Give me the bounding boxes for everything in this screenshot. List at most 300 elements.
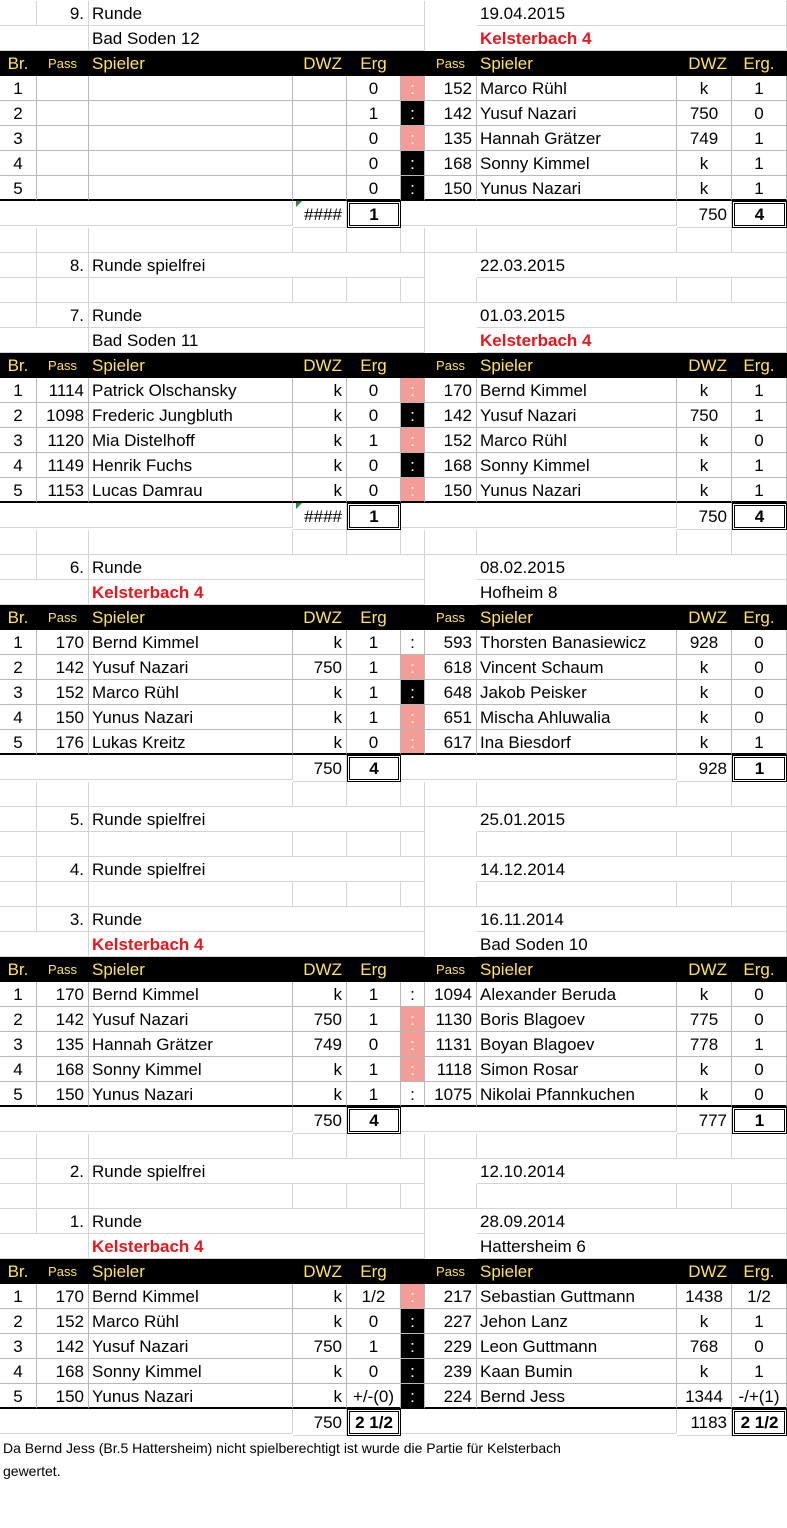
empty-row [0,228,787,253]
away-player: Yusuf Nazari [477,403,677,428]
home-result: 0 [347,76,401,101]
away-result: 1 [732,378,787,403]
table-header [0,51,787,76]
header-pass: Pass [37,605,89,630]
total-row [0,1409,787,1436]
away-pass: 168 [425,151,477,176]
header-pass: Pass [37,957,89,982]
home-dwz: k [293,1309,347,1334]
home-team: Bad Soden 12 [89,26,425,51]
table-row [0,403,787,428]
away-team: Kelsterbach 4 [477,26,787,51]
home-dwz [293,151,347,176]
header-pass: Pass [425,605,477,630]
away-result: 1/2 [732,1284,787,1309]
cell [401,530,425,555]
away-pass: 150 [425,478,477,503]
header-erg: Erg [347,51,401,76]
cell [477,782,677,807]
away-player: Marco Rühl [477,428,677,453]
result-separator: : [401,655,425,680]
home-result: 0 [347,1032,401,1057]
cell [677,782,732,807]
home-result: 0 [347,730,401,755]
away-player: Simon Rosar [477,1057,677,1082]
cell [401,782,425,807]
header-dwz: DWZ [677,957,732,982]
cell [0,530,37,555]
header-erg: Erg. [732,957,787,982]
home-pass: 170 [37,1284,89,1309]
cell [0,857,37,882]
home-result: 0 [347,151,401,176]
header-spacer [401,605,425,630]
home-result: 1 [347,680,401,705]
cell [401,882,425,907]
home-player [89,76,293,101]
away-dwz: k [677,453,732,478]
away-dwz: 768 [677,1334,732,1359]
away-total: 4 [732,503,787,530]
header-spacer [401,353,425,378]
home-pass: 1149 [37,453,89,478]
home-team: Bad Soden 11 [89,328,425,353]
round-date: 28.09.2014 [477,1209,787,1234]
away-pass: 142 [425,101,477,126]
cell [0,555,37,580]
cell [0,1234,89,1259]
header-br: Br. [0,605,37,630]
cell [401,1184,425,1209]
table-row [0,1057,787,1082]
cell [0,278,37,303]
result-separator: : [401,428,425,453]
home-result: 1 [347,1334,401,1359]
away-dwz: 749 [677,126,732,151]
round-label: Runde [89,1209,425,1234]
cell [677,832,732,857]
header-dwz: DWZ [293,51,347,76]
cell [677,1184,732,1209]
header-spieler: Spieler [477,605,677,630]
board-number: 4 [0,705,37,730]
round-title-row [0,1209,787,1234]
away-result: 1 [732,1309,787,1334]
result-separator: : [401,982,425,1007]
home-pass: 150 [37,1384,89,1409]
away-team: Hofheim 8 [477,580,787,605]
cell [37,1184,89,1209]
table-row [0,478,787,503]
board-number: 3 [0,428,37,453]
result-separator: : [401,1007,425,1032]
away-result: 1 [732,176,787,201]
header-erg: Erg. [732,353,787,378]
away-result: 0 [732,1007,787,1032]
cell [0,1107,293,1132]
home-result: 0 [347,1309,401,1334]
round-title-row [0,253,787,278]
home-pass: 1098 [37,403,89,428]
home-player: Lucas Damrau [89,478,293,503]
cell [0,580,89,605]
round-label: Runde [89,1,425,26]
away-player: Leon Guttmann [477,1334,677,1359]
result-separator: : [401,378,425,403]
away-result: 1 [732,1359,787,1384]
home-dwz [293,101,347,126]
home-player: Yusuf Nazari [89,655,293,680]
home-pass [37,176,89,201]
round-title-row [0,1159,787,1184]
header-dwz: DWZ [677,1259,732,1284]
cell [37,228,89,253]
result-separator: : [401,126,425,151]
round-label: Runde spielfrei [89,253,425,278]
home-dwz: k [293,1082,347,1107]
round-title-row [0,555,787,580]
board-number: 3 [0,126,37,151]
away-team: Bad Soden 10 [477,932,787,957]
table-row [0,730,787,755]
table-row [0,655,787,680]
away-result: 0 [732,428,787,453]
away-total: 1 [732,755,787,782]
table-row [0,1032,787,1057]
cell [732,1134,787,1159]
board-number: 5 [0,478,37,503]
home-team: Kelsterbach 4 [89,1234,425,1259]
away-result: 0 [732,705,787,730]
header-pass: Pass [37,51,89,76]
round-date: 14.12.2014 [477,857,787,882]
total-row [0,201,787,228]
cell [89,530,293,555]
home-result: 1 [347,428,401,453]
table-row [0,1384,787,1409]
round-number: 6. [37,555,89,580]
home-result: 1 [347,705,401,730]
board-number: 1 [0,76,37,101]
away-total: 2 1/2 [732,1409,787,1436]
home-dwz: k [293,1284,347,1309]
table-row [0,705,787,730]
home-result: 1/2 [347,1284,401,1309]
cell [0,807,37,832]
home-dwz: k [293,403,347,428]
away-dwz: k [677,1359,732,1384]
round-title-row [0,303,787,328]
cell [37,1134,89,1159]
home-player: Sonny Kimmel [89,1359,293,1384]
home-result: 0 [347,378,401,403]
table-header [0,353,787,378]
home-player: Yunus Nazari [89,705,293,730]
board-number: 5 [0,176,37,201]
note-line-2: gewertet. [3,1463,61,1479]
away-player: Marco Rühl [477,76,677,101]
home-dwz-average: 750 [293,1409,347,1436]
result-separator: : [401,1359,425,1384]
away-player: Boris Blagoev [477,1007,677,1032]
away-dwz: k [677,1057,732,1082]
home-pass [37,101,89,126]
cell [401,1409,677,1434]
cell [732,832,787,857]
cell [677,882,732,907]
table-header [0,1259,787,1284]
round-label: Runde spielfrei [89,1159,425,1184]
header-br: Br. [0,51,37,76]
round-date: 22.03.2015 [477,253,787,278]
header-spacer [401,1259,425,1284]
home-player: Bernd Kimmel [89,630,293,655]
home-result: 1 [347,1057,401,1082]
empty-row [0,1134,787,1159]
home-result: 0 [347,403,401,428]
home-total: 1 [347,201,401,228]
table-row [0,1007,787,1032]
home-team: Kelsterbach 4 [89,932,425,957]
header-dwz: DWZ [293,605,347,630]
empty-row [0,278,787,303]
home-dwz: k [293,982,347,1007]
board-number: 4 [0,1057,37,1082]
away-result: 1 [732,1032,787,1057]
cell [401,278,425,303]
away-result: 1 [732,730,787,755]
home-player [89,101,293,126]
cell [0,26,89,51]
away-result: 0 [732,630,787,655]
away-pass: 239 [425,1359,477,1384]
cell [732,1184,787,1209]
home-player [89,151,293,176]
round-label: Runde spielfrei [89,857,425,882]
board-number: 2 [0,655,37,680]
home-player: Yusuf Nazari [89,1007,293,1032]
header-spieler: Spieler [477,51,677,76]
result-separator: : [401,403,425,428]
home-dwz: 749 [293,1032,347,1057]
away-team: Kelsterbach 4 [477,328,787,353]
home-pass: 168 [37,1057,89,1082]
empty-row [0,832,787,857]
away-player: Sebastian Guttmann [477,1284,677,1309]
note-line-1: Da Bernd Jess (Br.5 Hattersheim) nicht spielberechtigt ist wurde die Partie für Kelsterbach [3,1440,561,1456]
result-separator: : [401,478,425,503]
result-separator: : [401,1384,425,1409]
cell [425,278,477,303]
away-dwz: 775 [677,1007,732,1032]
cell [0,907,37,932]
home-dwz-average: #### [293,503,347,530]
result-separator: : [401,1082,425,1107]
table-header [0,605,787,630]
result-separator: : [401,730,425,755]
away-pass: 152 [425,76,477,101]
cell [293,832,347,857]
home-result: 1 [347,655,401,680]
away-pass: 1118 [425,1057,477,1082]
round-number: 2. [37,1159,89,1184]
home-result: 1 [347,630,401,655]
home-dwz: k [293,453,347,478]
away-dwz-average: 1183 [677,1409,732,1436]
cell [347,228,401,253]
home-dwz: k [293,1057,347,1082]
home-dwz [293,176,347,201]
cell [0,1159,37,1184]
home-pass: 168 [37,1359,89,1384]
header-dwz: DWZ [677,51,732,76]
away-pass: 168 [425,453,477,478]
cell [477,1184,677,1209]
cell [477,530,677,555]
home-dwz-average: 750 [293,755,347,782]
cell [89,1134,293,1159]
home-pass: 142 [37,1007,89,1032]
home-player: Hannah Grätzer [89,1032,293,1057]
away-pass: 651 [425,705,477,730]
cell [347,1184,401,1209]
away-dwz: k [677,76,732,101]
cell [477,228,677,253]
empty-row [0,782,787,807]
header-br: Br. [0,353,37,378]
home-pass: 152 [37,680,89,705]
round-date: 19.04.2015 [477,1,787,26]
result-separator: : [401,101,425,126]
header-pass: Pass [425,353,477,378]
cell [347,530,401,555]
error-indicator [296,503,302,509]
result-separator: : [401,1334,425,1359]
cell [0,832,37,857]
home-dwz-average: #### [293,201,347,228]
cell [0,1209,37,1234]
header-dwz: DWZ [293,353,347,378]
cell [677,530,732,555]
cell [425,1184,477,1209]
cell [732,882,787,907]
board-number: 4 [0,453,37,478]
away-dwz: k [677,705,732,730]
round-label: Runde [89,907,425,932]
header-dwz: DWZ [293,957,347,982]
total-row [0,755,787,782]
cell [0,228,37,253]
round-number: 5. [37,807,89,832]
header-spieler: Spieler [89,51,293,76]
cell [293,1184,347,1209]
home-player: Bernd Kimmel [89,1284,293,1309]
result-separator: : [401,76,425,101]
away-pass: 170 [425,378,477,403]
home-dwz: k [293,378,347,403]
home-dwz: 750 [293,1007,347,1032]
round-date: 12.10.2014 [477,1159,787,1184]
table-row [0,126,787,151]
board-number: 1 [0,982,37,1007]
away-player: Yunus Nazari [477,176,677,201]
table-row [0,630,787,655]
round-number: 8. [37,253,89,278]
cell [347,782,401,807]
teams-row [0,1234,787,1259]
result-separator: : [401,1284,425,1309]
teams-row [0,26,787,51]
away-pass: 229 [425,1334,477,1359]
table-row [0,680,787,705]
cell [293,530,347,555]
table-row [0,453,787,478]
cell [401,755,677,780]
cell [0,1409,293,1434]
away-result: 0 [732,982,787,1007]
away-pass: 593 [425,630,477,655]
home-player: Lukas Kreitz [89,730,293,755]
home-result: 0 [347,126,401,151]
away-result: 1 [732,126,787,151]
cell [0,755,293,780]
away-player: Bernd Jess [477,1384,677,1409]
table-row [0,101,787,126]
away-player: Bernd Kimmel [477,378,677,403]
cell [0,253,37,278]
home-result: 0 [347,176,401,201]
table-row [0,1309,787,1334]
away-pass: 224 [425,1384,477,1409]
board-number: 3 [0,1334,37,1359]
header-erg: Erg. [732,1259,787,1284]
cell [732,278,787,303]
cell [732,782,787,807]
header-spacer [401,51,425,76]
home-player: Patrick Olschansky [89,378,293,403]
cell [0,201,293,226]
away-result: 0 [732,1334,787,1359]
away-player: Vincent Schaum [477,655,677,680]
round-title-row [0,1,787,26]
result-separator: : [401,1309,425,1334]
board-number: 2 [0,101,37,126]
away-pass: 618 [425,655,477,680]
table-row [0,1359,787,1384]
home-player [89,176,293,201]
header-spieler: Spieler [89,605,293,630]
away-result: 0 [732,1057,787,1082]
away-pass: 227 [425,1309,477,1334]
cell [0,932,89,957]
away-player: Alexander Beruda [477,982,677,1007]
empty-row [0,530,787,555]
header-pass: Pass [37,1259,89,1284]
cell [425,832,477,857]
home-team: Kelsterbach 4 [89,580,425,605]
cell [0,1184,37,1209]
home-dwz: k [293,478,347,503]
away-result: 1 [732,151,787,176]
cell [0,503,293,528]
away-dwz: k [677,428,732,453]
away-pass: 150 [425,176,477,201]
round-label: Runde spielfrei [89,807,425,832]
board-number: 4 [0,151,37,176]
home-pass: 170 [37,982,89,1007]
away-player: Yunus Nazari [477,478,677,503]
away-dwz: 750 [677,403,732,428]
